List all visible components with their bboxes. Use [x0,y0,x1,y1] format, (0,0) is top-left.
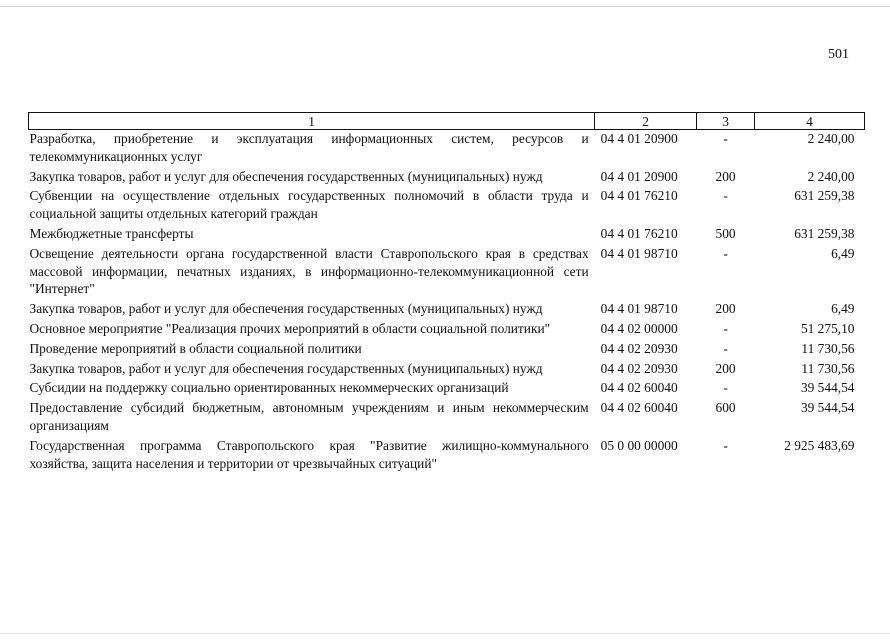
row-name: Субвенции на осуществление отдельных государственных полномочий в области труда и социальной защиты отдельных категорий граждан [29,188,589,222]
table-row [29,130,865,168]
row-name: Государственная программа Ставропольского края "Развитие жилищно-коммунального хозяйства, защита населения и территории от чрезвычайных ситуаций" [29,437,589,471]
row-code: 04 4 02 20930 [600,360,678,376]
row-code: 04 4 02 60040 [600,400,678,416]
row-name: Межбюджетные трансферты [29,225,194,241]
row-name: Проведение мероприятий в области социальной политики [29,340,362,356]
budget-table [28,112,865,474]
table-row [29,340,865,360]
column-header-1: 1 [29,113,595,130]
table-row [29,399,865,437]
row-code: 04 4 01 20900 [600,131,678,146]
row-expense-type: 200 [715,168,736,184]
row-name: Освещение деятельности органа государственной власти Ставропольского края в средствах массовой информации, печатных изданиях, в информационно-телекоммуникационной сети "Интернет" [29,245,589,297]
column-header-3: 3 [697,113,755,130]
row-amount: 11 730,56 [801,340,855,356]
row-amount: 2 240,00 [807,168,855,184]
row-code: 04 4 01 76210 [600,225,678,241]
scan-edge-top [0,6,890,7]
row-expense-type: 200 [715,301,736,317]
row-name: Предоставление субсидий бюджетным, автономным учреждениям и иным некоммерческим организациям [29,400,589,433]
row-expense-type: 200 [715,360,736,376]
row-name: Закупка товаров, работ и услуг для обеспечения государственных (муниципальных) нужд [29,360,543,376]
row-amount: 6,49 [831,301,855,317]
row-expense-type: - [723,340,728,356]
row-name: Разработка, приобретение и эксплуатация информационных систем, ресурсов и телекоммуникационных услуг [29,131,589,164]
row-name: Закупка товаров, работ и услуг для обеспечения государственных (муниципальных) нужд [29,301,543,317]
row-code: 04 4 02 60040 [600,380,678,396]
table-row [29,320,865,340]
column-header-2: 2 [595,113,697,130]
row-name: Субсидии на поддержку социально ориентированных некоммерческих организаций [29,380,509,396]
table-row [29,300,865,320]
row-amount: 39 544,54 [800,380,855,396]
table-row [29,225,865,245]
row-code: 04 4 02 00000 [600,320,678,336]
row-amount: 2 925 483,69 [784,437,855,453]
table-row [29,168,865,188]
page-number: 501 [828,47,849,62]
scan-edge-bottom [0,633,890,634]
row-expense-type: 600 [715,400,736,416]
row-code: 04 4 01 76210 [600,188,678,204]
row-code: 04 4 02 20930 [600,340,678,356]
row-code: 04 4 01 98710 [600,245,678,261]
column-header-4: 4 [755,113,865,130]
table-row [29,187,865,225]
row-amount: 631 259,38 [794,188,855,204]
table-row [29,245,865,300]
row-name: Основное мероприятие "Реализация прочих мероприятий в области социальной политики" [29,320,551,336]
row-amount: 11 730,56 [801,360,855,376]
row-amount: 2 240,00 [807,131,855,146]
row-name: Закупка товаров, работ и услуг для обеспечения государственных (муниципальных) нужд [29,168,543,184]
table-row [29,379,865,399]
row-code: 04 4 01 98710 [600,301,678,317]
row-amount: 631 259,38 [794,225,855,241]
row-expense-type: - [723,320,728,336]
row-amount: 6,49 [831,245,855,261]
table-header-row [29,113,865,130]
table-row [29,437,865,475]
row-expense-type: - [723,380,728,396]
table-row [29,360,865,380]
row-code: 05 0 00 00000 [600,437,678,453]
row-expense-type: - [723,188,728,204]
row-expense-type: - [723,437,728,453]
row-amount: 39 544,54 [800,400,855,416]
row-expense-type: 500 [715,225,736,241]
row-expense-type: - [723,131,728,146]
row-code: 04 4 01 20900 [600,168,678,184]
row-amount: 51 275,10 [800,320,855,336]
row-expense-type: - [723,245,728,261]
